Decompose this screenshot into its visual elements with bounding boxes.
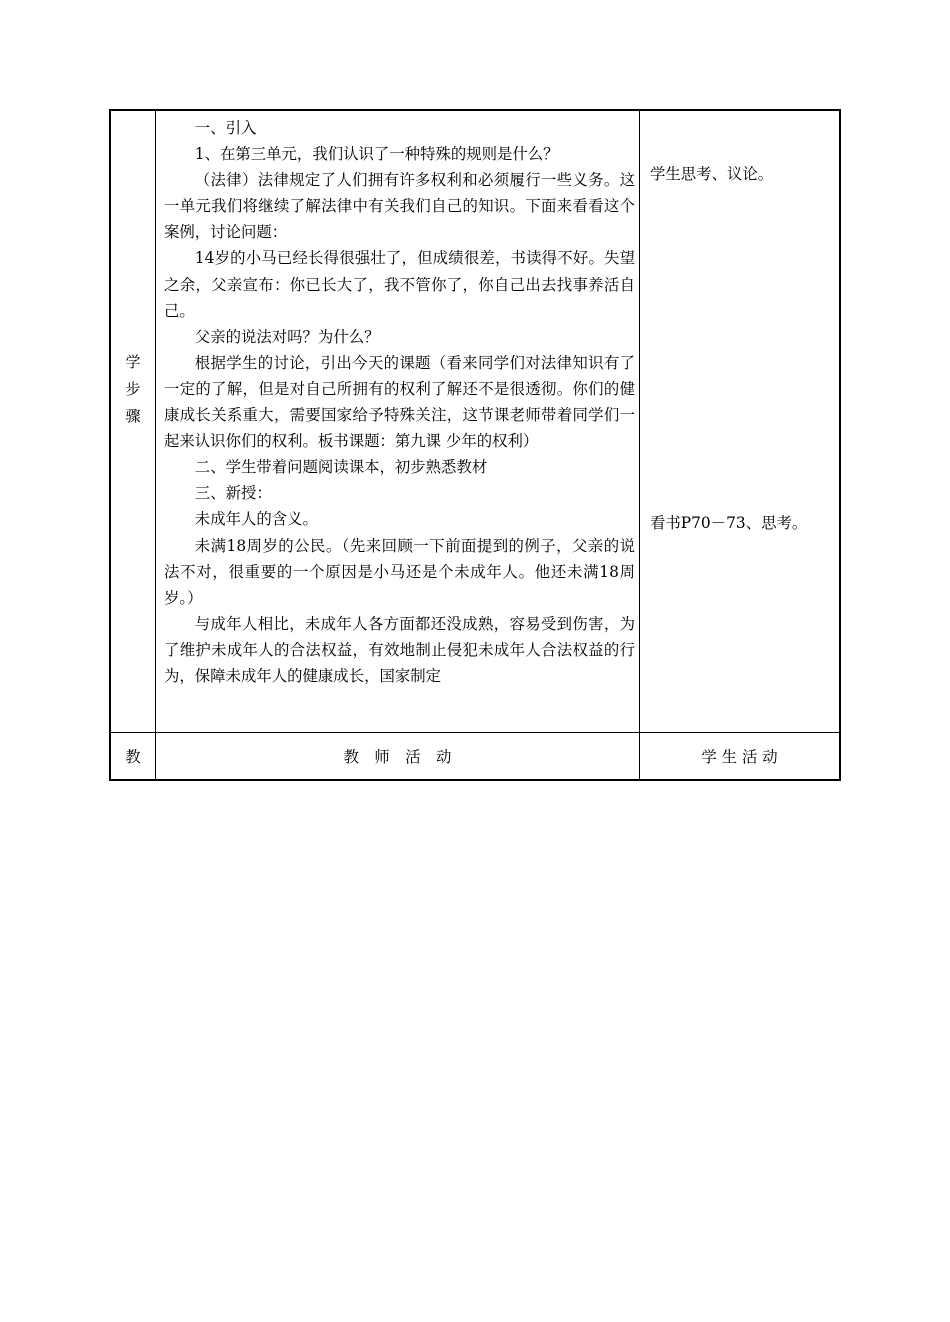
side-label (111, 355, 155, 436)
lesson-plan-table (109, 109, 841, 781)
paragraph: 一、引入 (194, 119, 257, 137)
teacher-content-cell (156, 111, 640, 732)
header-label: 教 (111, 733, 156, 779)
student-note: 学生思考、议论。 (650, 165, 774, 183)
paragraph: 二、学生带着问题阅读课本，初步熟悉教材 (194, 458, 488, 477)
side-label-cell (111, 111, 156, 732)
side-label-char: 学 (125, 353, 141, 371)
student-activity-heading: 学 生 活 动 (701, 748, 778, 766)
activity-header-row (111, 733, 839, 779)
teacher-content (156, 111, 639, 734)
paragraph: 14岁的小马已经长得很强壮了，但成绩很差，书读得不好。失望之余，父亲宣布：你已长大了，我不管你了，你自己出去找事养活自己。 (164, 249, 635, 320)
paragraph: 三、新授： (194, 484, 272, 503)
paragraph: 未成年人的含义。 (194, 510, 318, 529)
side-label-char: 骤 (125, 407, 141, 425)
paragraph: 根据学生的讨论，引出今天的课题（看来同学们对法律知识有了一定的了解，但是对自己所拥有的权利了解还不是很透彻。你们的健康成长关系重大，需要国家给予特殊关注，这节课老师带着同学们一起来认识你们的权利。板书课题：第九课 少年的权利） (164, 353, 635, 451)
paragraph: 1、在第三单元，我们认识了一种特殊的规则是什么？ (194, 145, 559, 164)
side-label-char: 步 (125, 380, 141, 398)
paragraph: （法律）法律规定了人们拥有许多权利和必须履行一些义务。这一单元我们将继续了解法律中有关我们自己的知识。下面来看看这个案例，讨论问题： (164, 171, 635, 242)
teaching-steps-row (111, 111, 839, 733)
teacher-activity-heading: 教 师 活 动 (156, 733, 640, 779)
paragraph: 与成年人相比，未成年人各方面都还没成熟，容易受到伤害，为了维护未成年人的合法权益，有效地制止侵犯未成年人合法权益的行为，保障未成年人的健康成长，国家制定 (164, 614, 635, 685)
student-note: 看书P70－73、思考。 (650, 514, 808, 532)
paragraph: 父亲的说法对吗？为什么？ (194, 327, 380, 346)
paragraph: 未满18周岁的公民。（先来回顾一下前面提到的例子，父亲的说法不对，很重要的一个原因是小马还是个未成年人。他还未满18周岁。） (164, 536, 635, 607)
student-content-cell (640, 111, 839, 732)
